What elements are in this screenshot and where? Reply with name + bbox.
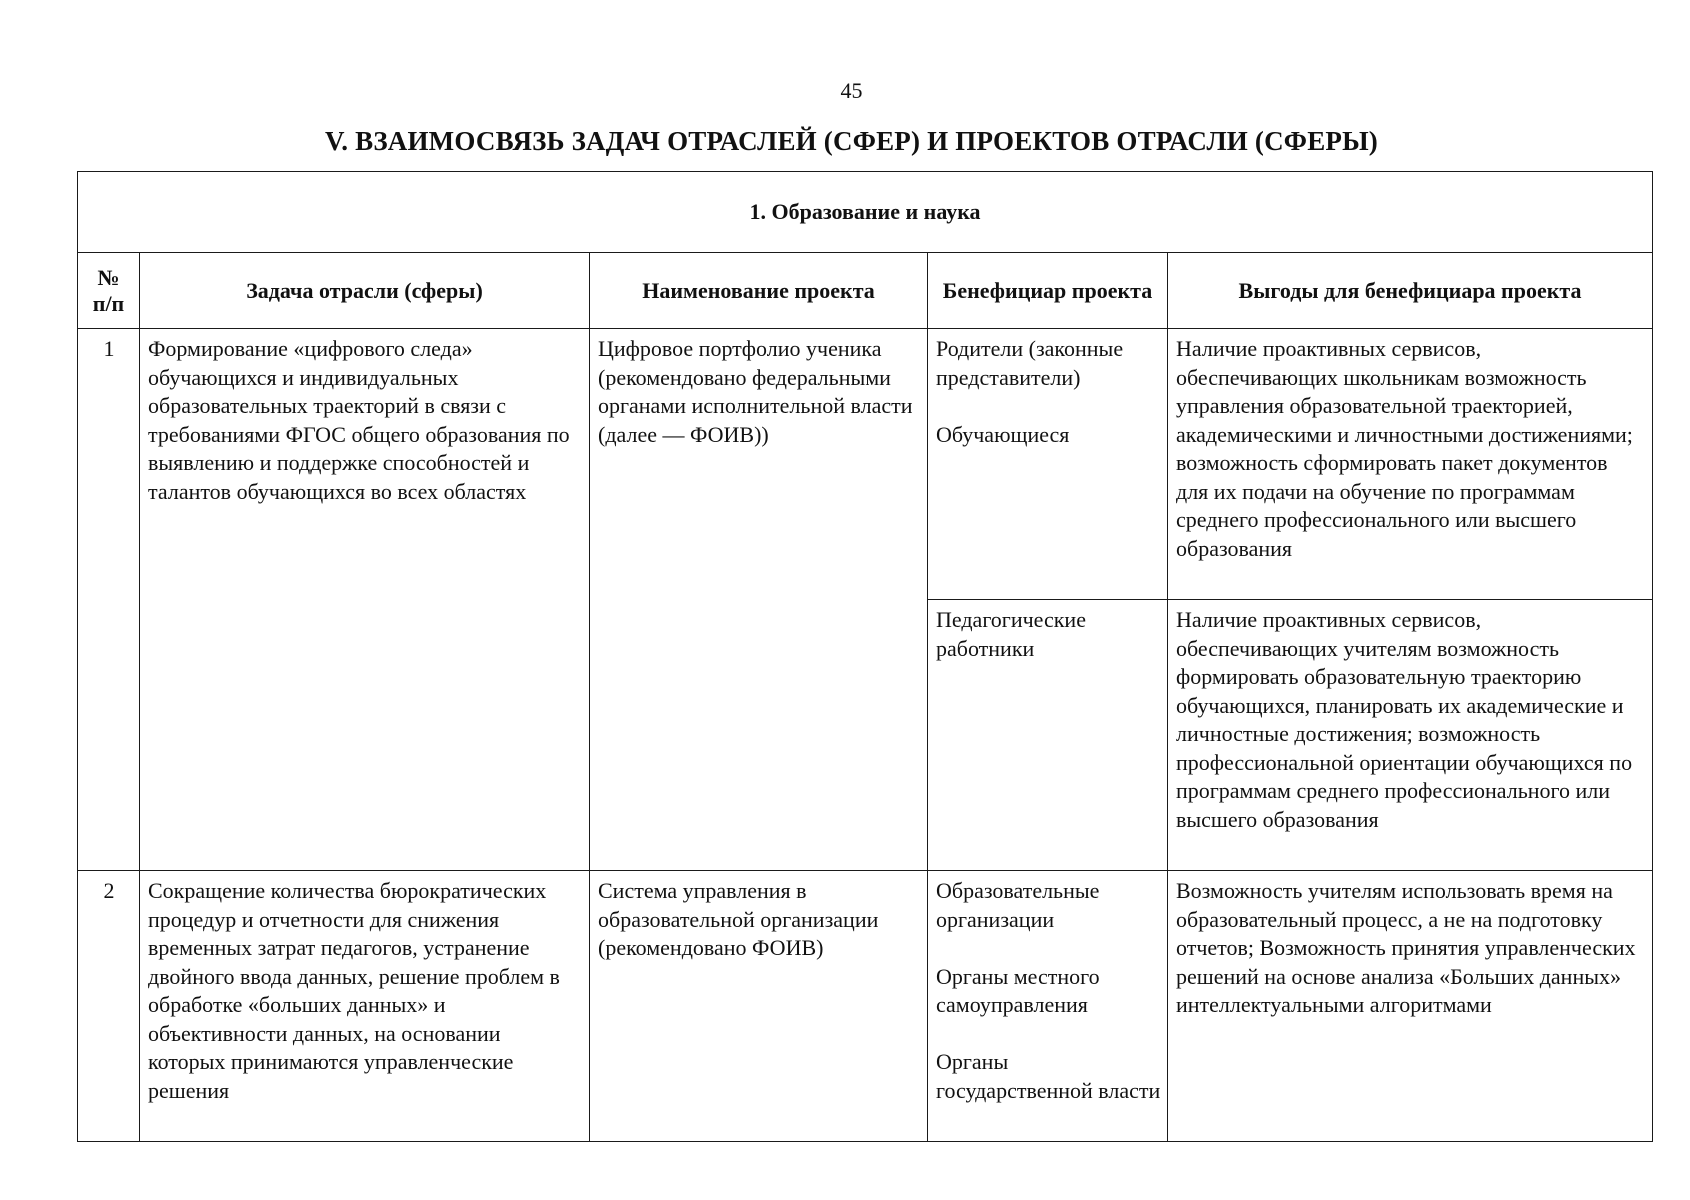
benefits-cell: Наличие проактивных сервисов, обеспечивающих школьникам возможность управления образовательной траекторией, академическими и личностными достижениями; возможность сформировать пакет документов для их подачи на обучение по программам среднего профессионального или высшего образования [1168, 329, 1653, 600]
beneficiary-entry: Органы государственной власти [936, 1049, 1161, 1103]
header-row [78, 253, 1653, 329]
beneficiary-entry: Педагогические работники [936, 607, 1086, 661]
task-cell: Сокращение количества бюрократических процедур и отчетности для снижения временных затрат педагогов, устранение двойного ввода данных, решение проблем в обработке «больших данных» и объективности данных, на основании которых принимаются управленческие решения [140, 871, 590, 1142]
project-cell: Цифровое портфолио ученика (рекомендовано федеральными органами исполнительной власти (далее — ФОИВ)) [590, 329, 928, 871]
header-benefits: Выгоды для бенефициара проекта [1168, 253, 1653, 329]
header-task: Задача отрасли (сферы) [140, 253, 590, 329]
beneficiary-spacer [936, 392, 1161, 421]
table-row [78, 871, 1653, 1142]
row-number: 1 [78, 329, 140, 871]
beneficiary-cell [928, 600, 1168, 871]
header-num: № п/п [78, 253, 140, 329]
benefits-cell: Наличие проактивных сервисов, обеспечивающих учителям возможность формировать образовательную траекторию обучающихся, планировать их академические и личностные достижения; возможность профессиональной ориентации обучающихся по программам среднего профессионального или высшего образования [1168, 600, 1653, 871]
section-row [78, 172, 1653, 253]
row-number: 2 [78, 871, 140, 1142]
section-title: 1. Образование и наука [78, 172, 1653, 253]
beneficiary-entry: Образовательные организации [936, 878, 1100, 932]
task-cell: Формирование «цифрового следа» обучающихся и индивидуальных образовательных траекторий в связи с требованиями ФГОС общего образования по выявлению и поддержке способностей и талантов обучающихся во всех областях [140, 329, 590, 871]
beneficiary-entry: Родители (законные представители) [936, 336, 1124, 390]
project-cell: Система управления в образовательной организации (рекомендовано ФОИВ) [590, 871, 928, 1142]
table-row [78, 329, 1653, 600]
beneficiary-entry: Органы местного самоуправления [936, 963, 1100, 1017]
header-project: Наименование проекта [590, 253, 928, 329]
beneficiary-cell [928, 329, 1168, 600]
relationship-table [77, 171, 1653, 1142]
beneficiary-cell [928, 871, 1168, 1142]
beneficiary-spacer [936, 1020, 1161, 1049]
page-title: V. ВЗАИМОСВЯЗЬ ЗАДАЧ ОТРАСЛЕЙ (СФЕР) И ПРОЕКТОВ ОТРАСЛИ (СФЕРЫ) [325, 126, 1378, 156]
beneficiary-entry: Обучающиеся [936, 421, 1070, 447]
benefits-cell: Возможность учителям использовать время на образовательный процесс, а не на подготовку отчетов; Возможность принятия управленческих решений на основе анализа «Больших данных» интеллектуальными алгоритмами [1168, 871, 1653, 1142]
beneficiary-spacer [936, 934, 1161, 963]
page-number: 45 [840, 78, 863, 103]
header-beneficiary: Бенефициар проекта [928, 253, 1168, 329]
